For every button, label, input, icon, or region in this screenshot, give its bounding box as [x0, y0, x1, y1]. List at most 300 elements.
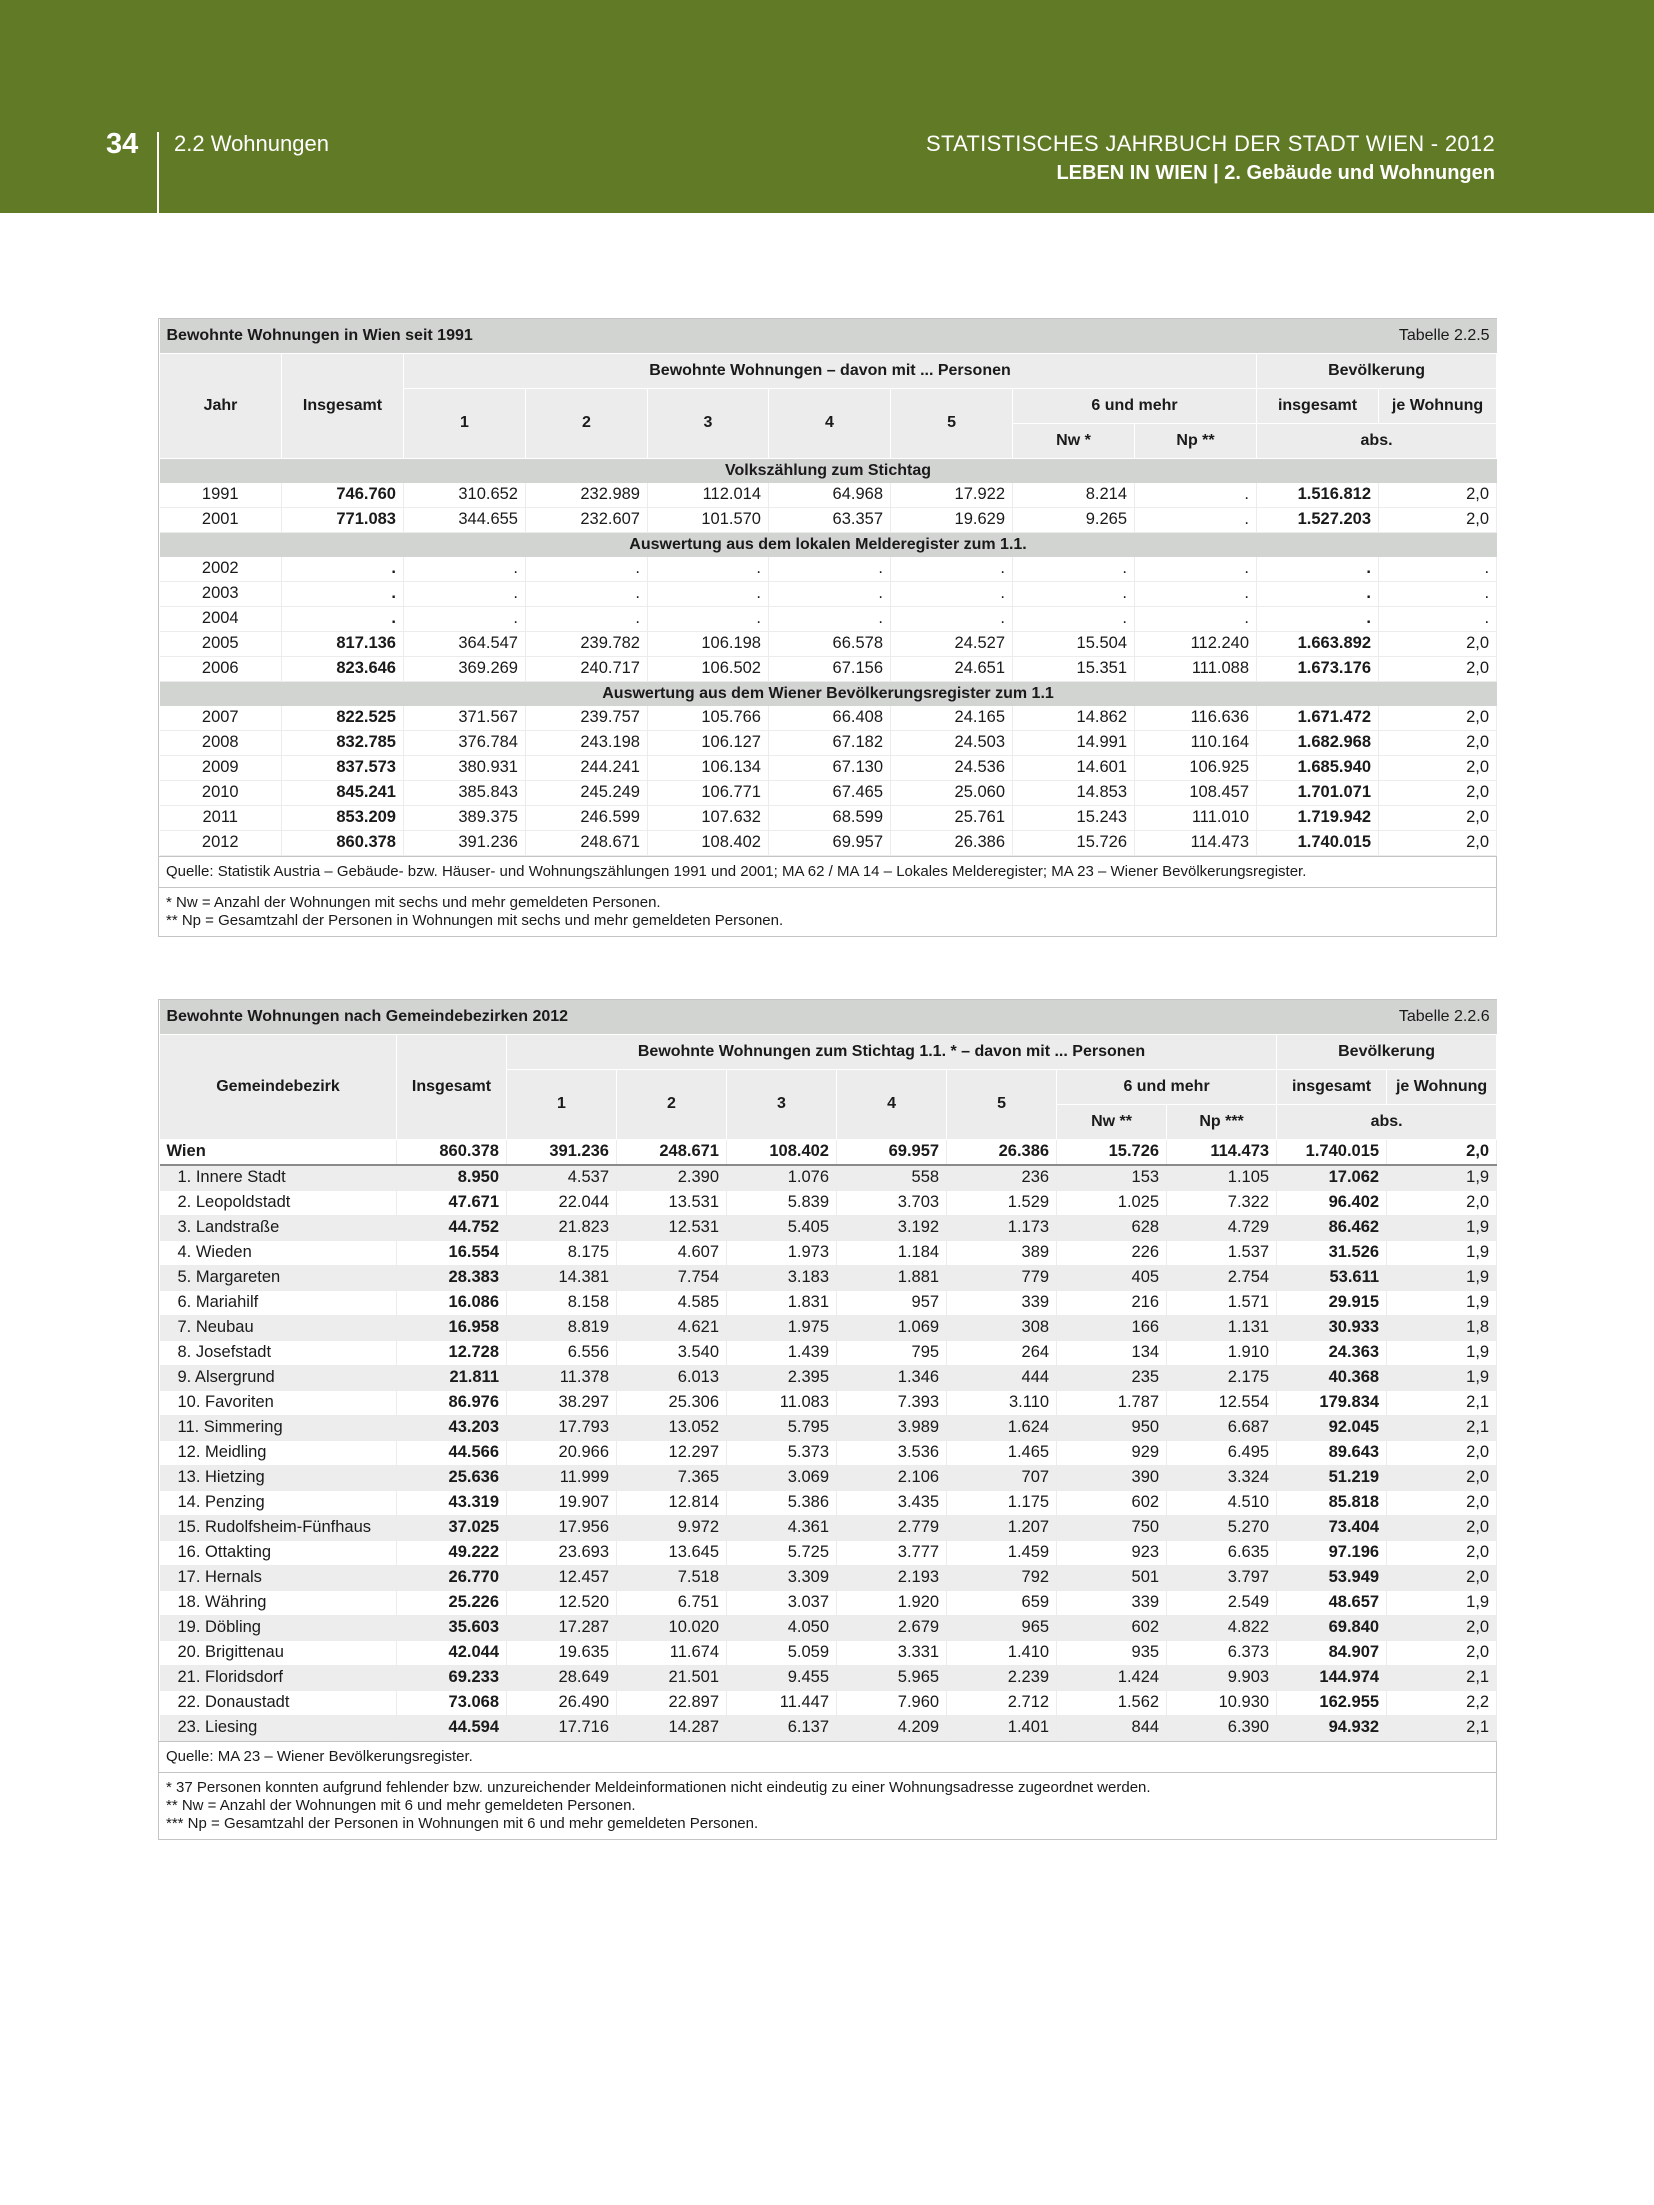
column-header-3: 3: [727, 1069, 837, 1139]
table-cell: 860.378: [397, 1139, 507, 1165]
table-cell: 106.198: [648, 631, 769, 656]
table-cell: 2004: [160, 606, 282, 631]
table-cell: 86.976: [397, 1390, 507, 1415]
table-row: [160, 1440, 1497, 1465]
table-cell: 73.404: [1277, 1515, 1387, 1540]
table-cell: .: [891, 581, 1013, 606]
table-cell: 101.570: [648, 507, 769, 532]
table-cell: 4. Wieden: [160, 1240, 397, 1265]
table-cell: 94.932: [1277, 1715, 1387, 1740]
table-cell: 264: [947, 1340, 1057, 1365]
table-cell: 3.777: [837, 1540, 947, 1565]
table-cell: 308: [947, 1315, 1057, 1340]
table-cell: 42.044: [397, 1640, 507, 1665]
table-cell: 30.933: [1277, 1315, 1387, 1340]
table-cell: 832.785: [282, 730, 404, 755]
table-2-2-5: [158, 318, 1497, 937]
column-header-group: Bewohnte Wohnungen – davon mit ... Personen: [404, 353, 1257, 388]
table-cell: 2002: [160, 557, 282, 582]
column-header-abs: abs.: [1257, 423, 1497, 458]
table-cell: 1,9: [1387, 1290, 1497, 1315]
table-cell: 49.222: [397, 1540, 507, 1565]
table-cell: 2,1: [1387, 1390, 1497, 1415]
table-cell: 3.435: [837, 1490, 947, 1515]
table-cell: .: [1257, 581, 1379, 606]
table-cell: 1.173: [947, 1215, 1057, 1240]
table-cell: 1.920: [837, 1590, 947, 1615]
table-cell: 12.554: [1167, 1390, 1277, 1415]
table-cell: .: [404, 581, 526, 606]
table-cell: 2003: [160, 581, 282, 606]
table-cell: .: [1135, 606, 1257, 631]
table-cell: 236: [947, 1165, 1057, 1191]
table-cell: 166: [1057, 1315, 1167, 1340]
table-cell: 11.674: [617, 1640, 727, 1665]
table-cell: 5.405: [727, 1215, 837, 1240]
table-label: Tabelle 2.2.6: [1398, 1007, 1490, 1025]
table-cell: 1.465: [947, 1440, 1057, 1465]
table-cell: 23.693: [507, 1540, 617, 1565]
section-label: Auswertung aus dem lokalen Melderegister zum 1.1.: [160, 532, 1497, 557]
table-cell: 6.687: [1167, 1415, 1277, 1440]
table-cell: 25.226: [397, 1590, 507, 1615]
table-cell: 389: [947, 1240, 1057, 1265]
table-cell: 1.410: [947, 1640, 1057, 1665]
source-text: Quelle: MA 23 – Wiener Bevölkerungsregister.: [166, 1747, 473, 1765]
table-cell: 5.795: [727, 1415, 837, 1440]
table-cell: 2,0: [1387, 1540, 1497, 1565]
table-cell: 5. Margareten: [160, 1265, 397, 1290]
table-cell: 111.088: [1135, 656, 1257, 681]
footnote: * Nw = Anzahl der Wohnungen mit sechs und mehr gemeldeten Personen.: [166, 893, 661, 911]
table-cell: .: [1135, 581, 1257, 606]
table-cell: 795: [837, 1340, 947, 1365]
table-cell: 12.531: [617, 1215, 727, 1240]
table-cell: 602: [1057, 1615, 1167, 1640]
table-cell: 2,0: [1379, 483, 1497, 508]
table-cell: 817.136: [282, 631, 404, 656]
table-cell: 14.381: [507, 1265, 617, 1290]
table-cell: 2001: [160, 507, 282, 532]
table-cell: 3.183: [727, 1265, 837, 1290]
table-cell: 4.361: [727, 1515, 837, 1540]
table-cell: 21.823: [507, 1215, 617, 1240]
table-cell: .: [1135, 507, 1257, 532]
table-cell: 19.635: [507, 1640, 617, 1665]
table-cell: 4.537: [507, 1165, 617, 1191]
table-row: [160, 1465, 1497, 1490]
table-cell: 63.357: [769, 507, 891, 532]
table-cell: 112.014: [648, 483, 769, 508]
table-cell: 2,0: [1379, 656, 1497, 681]
table-cell: .: [1135, 483, 1257, 508]
table-cell: 391.236: [404, 830, 526, 855]
table-cell: 1.571: [1167, 1290, 1277, 1315]
table-cell: 235: [1057, 1365, 1167, 1390]
column-header-2: 2: [617, 1069, 727, 1139]
page-header-banner: [0, 0, 1654, 213]
table-cell: 1.131: [1167, 1315, 1277, 1340]
table-row: [160, 557, 1497, 582]
table-cell: 1.624: [947, 1415, 1057, 1440]
table-cell: 1.975: [727, 1315, 837, 1340]
table-cell: 6.556: [507, 1340, 617, 1365]
table-cell: 860.378: [282, 830, 404, 855]
table-cell: 2,0: [1379, 706, 1497, 731]
table-cell: 853.209: [282, 805, 404, 830]
table-cell: 5.965: [837, 1665, 947, 1690]
table-cell: 8.175: [507, 1240, 617, 1265]
table-cell: 7.960: [837, 1690, 947, 1715]
table-row: [160, 1290, 1497, 1315]
table-cell: 216: [1057, 1290, 1167, 1315]
table-cell: 929: [1057, 1440, 1167, 1465]
column-header-pop-total: insgesamt: [1277, 1069, 1387, 1104]
table-cell: 3.324: [1167, 1465, 1277, 1490]
table-cell: 369.269: [404, 656, 526, 681]
table-cell: 844: [1057, 1715, 1167, 1740]
column-header-6plus: 6 und mehr: [1057, 1069, 1277, 1104]
table-cell: 6.137: [727, 1715, 837, 1740]
table-cell: 53.949: [1277, 1565, 1387, 1590]
table-cell: 2,2: [1387, 1690, 1497, 1715]
table-cell: 2.390: [617, 1165, 727, 1191]
column-header-4: 4: [837, 1069, 947, 1139]
table-cell: 659: [947, 1590, 1057, 1615]
table-cell: 114.473: [1167, 1139, 1277, 1165]
table-cell: 2,0: [1387, 1565, 1497, 1590]
table-cell: 26.490: [507, 1690, 617, 1715]
table-cell: 1.881: [837, 1265, 947, 1290]
table-cell: 8.214: [1013, 483, 1135, 508]
table-cell: 2.712: [947, 1690, 1057, 1715]
table-cell: 750: [1057, 1515, 1167, 1540]
table-cell: 3.331: [837, 1640, 947, 1665]
table-cell: 5.270: [1167, 1515, 1277, 1540]
table-cell: 67.465: [769, 780, 891, 805]
table-cell: 4.050: [727, 1615, 837, 1640]
table-cell: 246.599: [526, 805, 648, 830]
table-cell: 25.636: [397, 1465, 507, 1490]
table-cell: 1.562: [1057, 1690, 1167, 1715]
table-cell: 1.529: [947, 1190, 1057, 1215]
table-cell: 1.719.942: [1257, 805, 1379, 830]
table-cell: 68.599: [769, 805, 891, 830]
table-cell: .: [648, 581, 769, 606]
table-cell: 2.754: [1167, 1265, 1277, 1290]
table-row: [160, 1640, 1497, 1665]
column-header-1: 1: [507, 1069, 617, 1139]
table-cell: 16.554: [397, 1240, 507, 1265]
table-row: [160, 581, 1497, 606]
table-cell: 1.105: [1167, 1165, 1277, 1191]
table-cell: 390: [1057, 1465, 1167, 1490]
table-cell: 3.110: [947, 1390, 1057, 1415]
table-row: [160, 1490, 1497, 1515]
table-cell: 10.020: [617, 1615, 727, 1640]
table-cell: 2,0: [1379, 780, 1497, 805]
table-cell: 2,0: [1379, 755, 1497, 780]
table-cell: 2008: [160, 730, 282, 755]
table-cell: 12. Meidling: [160, 1440, 397, 1465]
table-cell: 21. Floridsdorf: [160, 1665, 397, 1690]
column-header-2: 2: [526, 388, 648, 458]
table-cell: 9.972: [617, 1515, 727, 1540]
table-row: [160, 1165, 1497, 1191]
table-cell: 2,0: [1379, 730, 1497, 755]
table-cell: 2011: [160, 805, 282, 830]
table-cell: 2.175: [1167, 1365, 1277, 1390]
table-row: [160, 1590, 1497, 1615]
table-cell: 15. Rudolfsheim-Fünfhaus: [160, 1515, 397, 1540]
table-row: [160, 1415, 1497, 1440]
table-cell: 2,1: [1387, 1415, 1497, 1440]
table-cell: 9. Alsergrund: [160, 1365, 397, 1390]
table-cell: 1.175: [947, 1490, 1057, 1515]
table-cell: 2,1: [1387, 1715, 1497, 1740]
header-divider: [157, 132, 159, 213]
table-cell: .: [526, 581, 648, 606]
table-cell: 1.831: [727, 1290, 837, 1315]
table-cell: 1.459: [947, 1540, 1057, 1565]
section-row: [160, 458, 1497, 483]
table-cell: 2012: [160, 830, 282, 855]
table-cell: 2. Leopoldstadt: [160, 1190, 397, 1215]
table-cell: 5.725: [727, 1540, 837, 1565]
column-header-abs: abs.: [1277, 1104, 1497, 1139]
table-row: [160, 1139, 1497, 1165]
table-cell: 17.956: [507, 1515, 617, 1540]
table-cell: 17.716: [507, 1715, 617, 1740]
table-cell: 162.955: [1277, 1690, 1387, 1715]
table-cell: .: [1135, 557, 1257, 582]
table-cell: 26.386: [891, 830, 1013, 855]
table-cell: 792: [947, 1565, 1057, 1590]
table-cell: 25.761: [891, 805, 1013, 830]
table-title: Bewohnte Wohnungen in Wien seit 1991: [166, 326, 473, 344]
table-cell: .: [891, 557, 1013, 582]
table-cell: 13.531: [617, 1190, 727, 1215]
table-cell: 153: [1057, 1165, 1167, 1191]
table-cell: 2006: [160, 656, 282, 681]
table-row: [160, 780, 1497, 805]
table-cell: 391.236: [507, 1139, 617, 1165]
table-row: [160, 805, 1497, 830]
section-label: Volkszählung zum Stichtag: [160, 458, 1497, 483]
table-cell: 771.083: [282, 507, 404, 532]
table-cell: 935: [1057, 1640, 1167, 1665]
table-cell: 2.679: [837, 1615, 947, 1640]
table-cell: 1,9: [1387, 1265, 1497, 1290]
table-cell: 35.603: [397, 1615, 507, 1640]
table-cell: 1.527.203: [1257, 507, 1379, 532]
table-cell: Wien: [160, 1139, 397, 1165]
table-cell: 1.682.968: [1257, 730, 1379, 755]
table-cell: 6.495: [1167, 1440, 1277, 1465]
column-header-group: Bewohnte Wohnungen zum Stichtag 1.1. * – davon mit ... Personen: [507, 1034, 1277, 1069]
table-cell: 17. Hernals: [160, 1565, 397, 1590]
table-cell: 7.322: [1167, 1190, 1277, 1215]
table-cell: 232.607: [526, 507, 648, 532]
table-cell: 232.989: [526, 483, 648, 508]
table-cell: 73.068: [397, 1690, 507, 1715]
table-cell: 10. Favoriten: [160, 1390, 397, 1415]
table-notes: [159, 887, 1496, 936]
table-cell: 8. Josefstadt: [160, 1340, 397, 1365]
table-cell: 2,0: [1379, 631, 1497, 656]
table-cell: 1.787: [1057, 1390, 1167, 1415]
table-cell: .: [1379, 606, 1497, 631]
table-cell: 1,9: [1387, 1240, 1497, 1265]
table-cell: 1.207: [947, 1515, 1057, 1540]
table-cell: 20. Brigittenau: [160, 1640, 397, 1665]
table-cell: 1.671.472: [1257, 706, 1379, 731]
table-cell: 108.457: [1135, 780, 1257, 805]
column-header-total: Insgesamt: [282, 353, 404, 458]
section-row: [160, 681, 1497, 706]
table-cell: 2.239: [947, 1665, 1057, 1690]
table-cell: 339: [1057, 1590, 1167, 1615]
table-cell: 17.062: [1277, 1165, 1387, 1191]
table-cell: 97.196: [1277, 1540, 1387, 1565]
table-cell: 2,0: [1379, 830, 1497, 855]
table-cell: 2,0: [1387, 1139, 1497, 1165]
table-cell: 66.578: [769, 631, 891, 656]
table-cell: .: [282, 606, 404, 631]
table-cell: 15.726: [1013, 830, 1135, 855]
table-cell: 6. Mariahilf: [160, 1290, 397, 1315]
table-cell: 22.897: [617, 1690, 727, 1715]
table-cell: .: [1013, 606, 1135, 631]
table-cell: 965: [947, 1615, 1057, 1640]
table-cell: 15.504: [1013, 631, 1135, 656]
table-cell: 3.989: [837, 1415, 947, 1440]
table-cell: 6.635: [1167, 1540, 1277, 1565]
table-cell: .: [1257, 557, 1379, 582]
table-cell: 25.306: [617, 1390, 727, 1415]
table-cell: 5.386: [727, 1490, 837, 1515]
table-cell: 69.957: [837, 1139, 947, 1165]
column-header-population: Bevölkerung: [1257, 353, 1497, 388]
table-cell: 3.069: [727, 1465, 837, 1490]
footnote: ** Nw = Anzahl der Wohnungen mit 6 und mehr gemeldeten Personen.: [166, 1796, 636, 1814]
table-cell: 1991: [160, 483, 282, 508]
column-header-5: 5: [947, 1069, 1057, 1139]
column-header-total: Insgesamt: [397, 1034, 507, 1139]
table-cell: 364.547: [404, 631, 526, 656]
table-cell: 10.930: [1167, 1690, 1277, 1715]
table-cell: 837.573: [282, 755, 404, 780]
table-cell: 44.566: [397, 1440, 507, 1465]
table-cell: 243.198: [526, 730, 648, 755]
table-cell: 1.069: [837, 1315, 947, 1340]
column-header-5: 5: [891, 388, 1013, 458]
table-cell: 2,0: [1387, 1440, 1497, 1465]
table-cell: 51.219: [1277, 1465, 1387, 1490]
column-header-pop-per: je Wohnung: [1379, 388, 1497, 423]
table-cell: 1.076: [727, 1165, 837, 1191]
table-cell: 2,0: [1387, 1190, 1497, 1215]
table-cell: 444: [947, 1365, 1057, 1390]
table-cell: 14. Penzing: [160, 1490, 397, 1515]
table-cell: 134: [1057, 1340, 1167, 1365]
table-cell: 24.651: [891, 656, 1013, 681]
table-cell: 66.408: [769, 706, 891, 731]
table-row: [160, 1215, 1497, 1240]
table-cell: 1.439: [727, 1340, 837, 1365]
table-cell: 18. Währing: [160, 1590, 397, 1615]
table-cell: 4.510: [1167, 1490, 1277, 1515]
table-cell: 3.703: [837, 1190, 947, 1215]
table-cell: .: [1379, 557, 1497, 582]
table-cell: 1.516.812: [1257, 483, 1379, 508]
column-header-pop-total: insgesamt: [1257, 388, 1379, 423]
table-row: [160, 730, 1497, 755]
column-header-6plus: 6 und mehr: [1013, 388, 1257, 423]
table-cell: 5.373: [727, 1440, 837, 1465]
table-cell: 3.037: [727, 1590, 837, 1615]
table-body: [160, 458, 1497, 855]
table-cell: 106.127: [648, 730, 769, 755]
table-cell: 13. Hietzing: [160, 1465, 397, 1490]
table-row: [160, 1715, 1497, 1740]
table-cell: 15.351: [1013, 656, 1135, 681]
table-cell: 67.182: [769, 730, 891, 755]
table-cell: 4.822: [1167, 1615, 1277, 1640]
table-cell: 957: [837, 1290, 947, 1315]
table-cell: 17.287: [507, 1615, 617, 1640]
table-cell: 244.241: [526, 755, 648, 780]
table-cell: 12.814: [617, 1490, 727, 1515]
table-cell: 38.297: [507, 1390, 617, 1415]
table-cell: 13.052: [617, 1415, 727, 1440]
table-cell: 24.165: [891, 706, 1013, 731]
footnote: ** Np = Gesamtzahl der Personen in Wohnungen mit sechs und mehr gemeldeten Personen.: [166, 911, 784, 929]
table-cell: 2.779: [837, 1515, 947, 1540]
table-cell: 15.243: [1013, 805, 1135, 830]
column-header-pop-per: je Wohnung: [1387, 1069, 1497, 1104]
section-title: 2.2 Wohnungen: [174, 131, 329, 156]
table-cell: 8.950: [397, 1165, 507, 1191]
page-number: 34: [106, 128, 139, 160]
table-cell: 89.643: [1277, 1440, 1387, 1465]
table-cell: 85.818: [1277, 1490, 1387, 1515]
table-cell: .: [282, 581, 404, 606]
table-cell: 20.966: [507, 1440, 617, 1465]
table-cell: 1,9: [1387, 1365, 1497, 1390]
table-cell: 9.455: [727, 1665, 837, 1690]
table-cell: 4.607: [617, 1240, 727, 1265]
table-cell: 1.663.892: [1257, 631, 1379, 656]
table-cell: 6.373: [1167, 1640, 1277, 1665]
table-cell: 344.655: [404, 507, 526, 532]
table-cell: 248.671: [526, 830, 648, 855]
table-cell: 25.060: [891, 780, 1013, 805]
table-cell: 1.740.015: [1277, 1139, 1387, 1165]
table-row: [160, 1340, 1497, 1365]
table-cell: 6.390: [1167, 1715, 1277, 1740]
table-title: Bewohnte Wohnungen nach Gemeindebezirken 2012: [166, 1007, 569, 1025]
table-cell: 3. Landstraße: [160, 1215, 397, 1240]
table-cell: 12.457: [507, 1565, 617, 1590]
table-cell: 179.834: [1277, 1390, 1387, 1415]
table-cell: 111.010: [1135, 805, 1257, 830]
table-cell: 558: [837, 1165, 947, 1191]
table-cell: 1.673.176: [1257, 656, 1379, 681]
table-source: [159, 856, 1496, 887]
table-cell: 746.760: [282, 483, 404, 508]
table-cell: 380.931: [404, 755, 526, 780]
